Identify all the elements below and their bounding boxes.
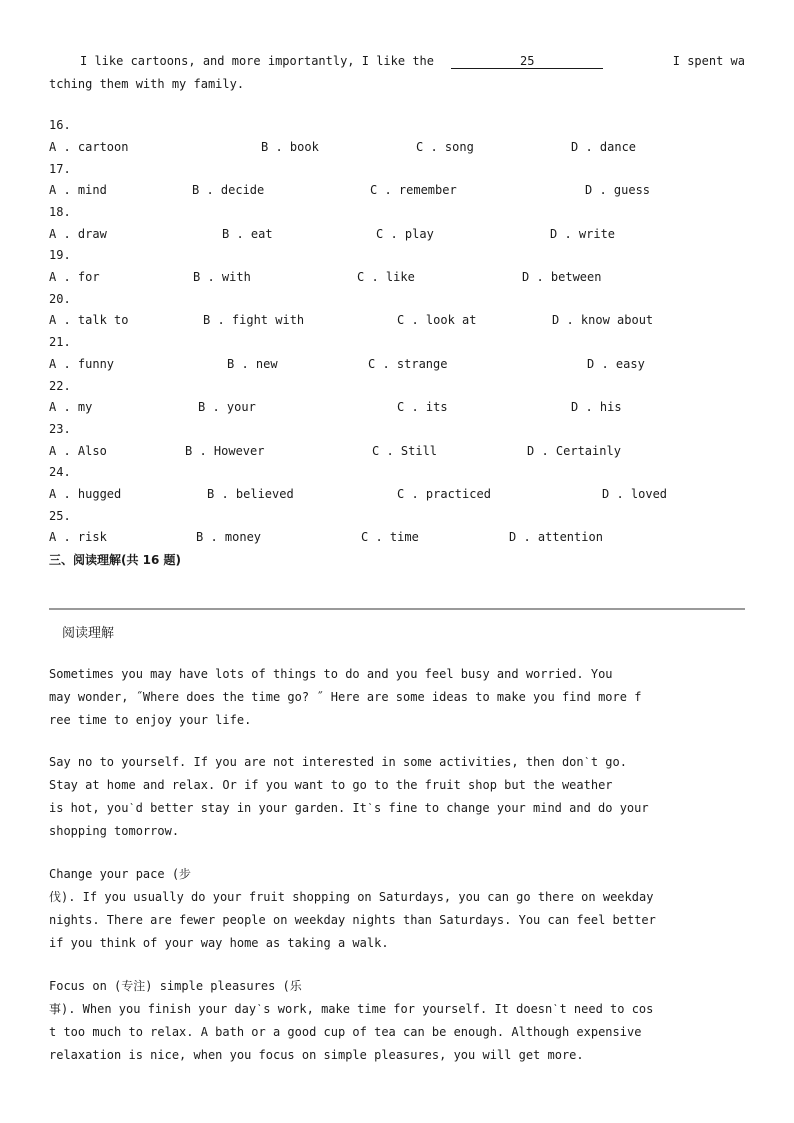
answer-option: C . song: [416, 140, 474, 154]
answer-option: D . easy: [587, 357, 645, 371]
cloze-text-before: I like cartoons, and more importantly, I like the: [80, 54, 435, 68]
answer-option: A . for: [49, 270, 100, 284]
section-title: 三、阅读理解(共 16 题): [49, 553, 182, 567]
question-number: 24.: [49, 465, 71, 479]
answer-option: D . dance: [571, 140, 637, 154]
answer-option: C . play: [376, 227, 434, 241]
passage-line: may wonder, ˝Where does the time go? ˝ Here are some ideas to make you find more f: [49, 690, 642, 704]
question-number: 21.: [49, 335, 71, 349]
passage-line: Focus on (专注) simple pleasures (乐: [49, 979, 302, 993]
answer-option: D . his: [571, 400, 622, 414]
passage-line: 伐). If you usually do your fruit shopping on Saturdays, you can go there on weekday: [49, 890, 654, 904]
question-number: 23.: [49, 422, 71, 436]
answer-option: D . loved: [602, 487, 668, 501]
answer-option: A . draw: [49, 227, 107, 241]
passage-line: if you think of your way home as taking a walk.: [49, 936, 389, 950]
passage-line: Sometimes you may have lots of things to do and you feel busy and worried. You: [49, 667, 613, 681]
answer-option: C . its: [397, 400, 448, 414]
passage-line: shopping tomorrow.: [49, 824, 180, 838]
answer-option: C . remember: [370, 183, 457, 197]
answer-option: B . new: [227, 357, 278, 371]
blank-25: 25: [451, 54, 603, 69]
answer-option: B . your: [198, 400, 256, 414]
passage-line: Say no to yourself. If you are not interested in some activities, then donˋt go.: [49, 755, 627, 769]
cloze-text-after: I spent wa: [672, 54, 745, 68]
answer-option: D . guess: [585, 183, 651, 197]
question-number: 25.: [49, 509, 71, 523]
passage-paragraph: [49, 663, 745, 732]
answer-option: D . attention: [509, 530, 603, 544]
answer-option: A . my: [49, 400, 93, 414]
answer-option: C . Still: [372, 444, 438, 458]
answer-option: B . eat: [222, 227, 273, 241]
cloze-line-2: [49, 76, 745, 92]
answer-option: A . Also: [49, 444, 107, 458]
passage-paragraph: [49, 751, 745, 843]
question-number: 18.: [49, 205, 71, 219]
passage-line: Stay at home and relax. Or if you want to go to the fruit shop but the weather: [49, 778, 613, 792]
passage-line: 事). When you finish your dayˋs work, make time for yourself. It doesnˋt need to cos: [49, 1002, 654, 1016]
answer-option: D . Certainly: [527, 444, 621, 458]
passage-line: Change your pace (步: [49, 867, 192, 881]
answer-option: B . book: [261, 140, 319, 154]
answer-option: A . talk to: [49, 313, 129, 327]
answer-option: B . believed: [207, 487, 294, 501]
answer-option: C . time: [361, 530, 419, 544]
answer-option: A . hugged: [49, 487, 122, 501]
answer-option: B . money: [196, 530, 262, 544]
answer-option: C . strange: [368, 357, 448, 371]
answer-option: A . mind: [49, 183, 107, 197]
answer-option: C . practiced: [397, 487, 491, 501]
question-number: 19.: [49, 248, 71, 262]
divider: [49, 608, 745, 610]
passage-paragraph: [49, 863, 745, 955]
answer-option: A . risk: [49, 530, 107, 544]
answer-option: A . funny: [49, 357, 115, 371]
passage-line: nights. There are fewer people on weekday nights than Saturdays. You can feel better: [49, 913, 656, 927]
answer-option: A . cartoon: [49, 140, 129, 154]
passage-line: t too much to relax. A bath or a good cup of tea can be enough. Although expensive: [49, 1025, 642, 1039]
answer-option: B . decide: [192, 183, 265, 197]
cloze-line-1: [49, 53, 745, 69]
answer-option: C . like: [357, 270, 415, 284]
passage-line: relaxation is nice, when you focus on simple pleasures, you will get more.: [49, 1048, 584, 1062]
passage-paragraph: [49, 975, 745, 1067]
question-number: 16.: [49, 118, 71, 132]
passage-line: ree time to enjoy your life.: [49, 713, 252, 727]
answer-option: B . However: [185, 444, 265, 458]
answer-option: D . write: [550, 227, 616, 241]
answer-option: B . with: [193, 270, 251, 284]
answer-option: D . know about: [552, 313, 654, 327]
passage-line: is hot, youˋd better stay in your garden. Itˋs fine to change your mind and do your: [49, 801, 649, 815]
question-number: 20.: [49, 292, 71, 306]
reading-label: 阅读理解: [62, 626, 115, 641]
cloze-text-line2: tching them with my family.: [49, 77, 245, 91]
question-number: 17.: [49, 162, 71, 176]
answer-option: C . look at: [397, 313, 477, 327]
question-number: 22.: [49, 379, 71, 393]
answer-option: D . between: [522, 270, 602, 284]
answer-option: B . fight with: [203, 313, 305, 327]
